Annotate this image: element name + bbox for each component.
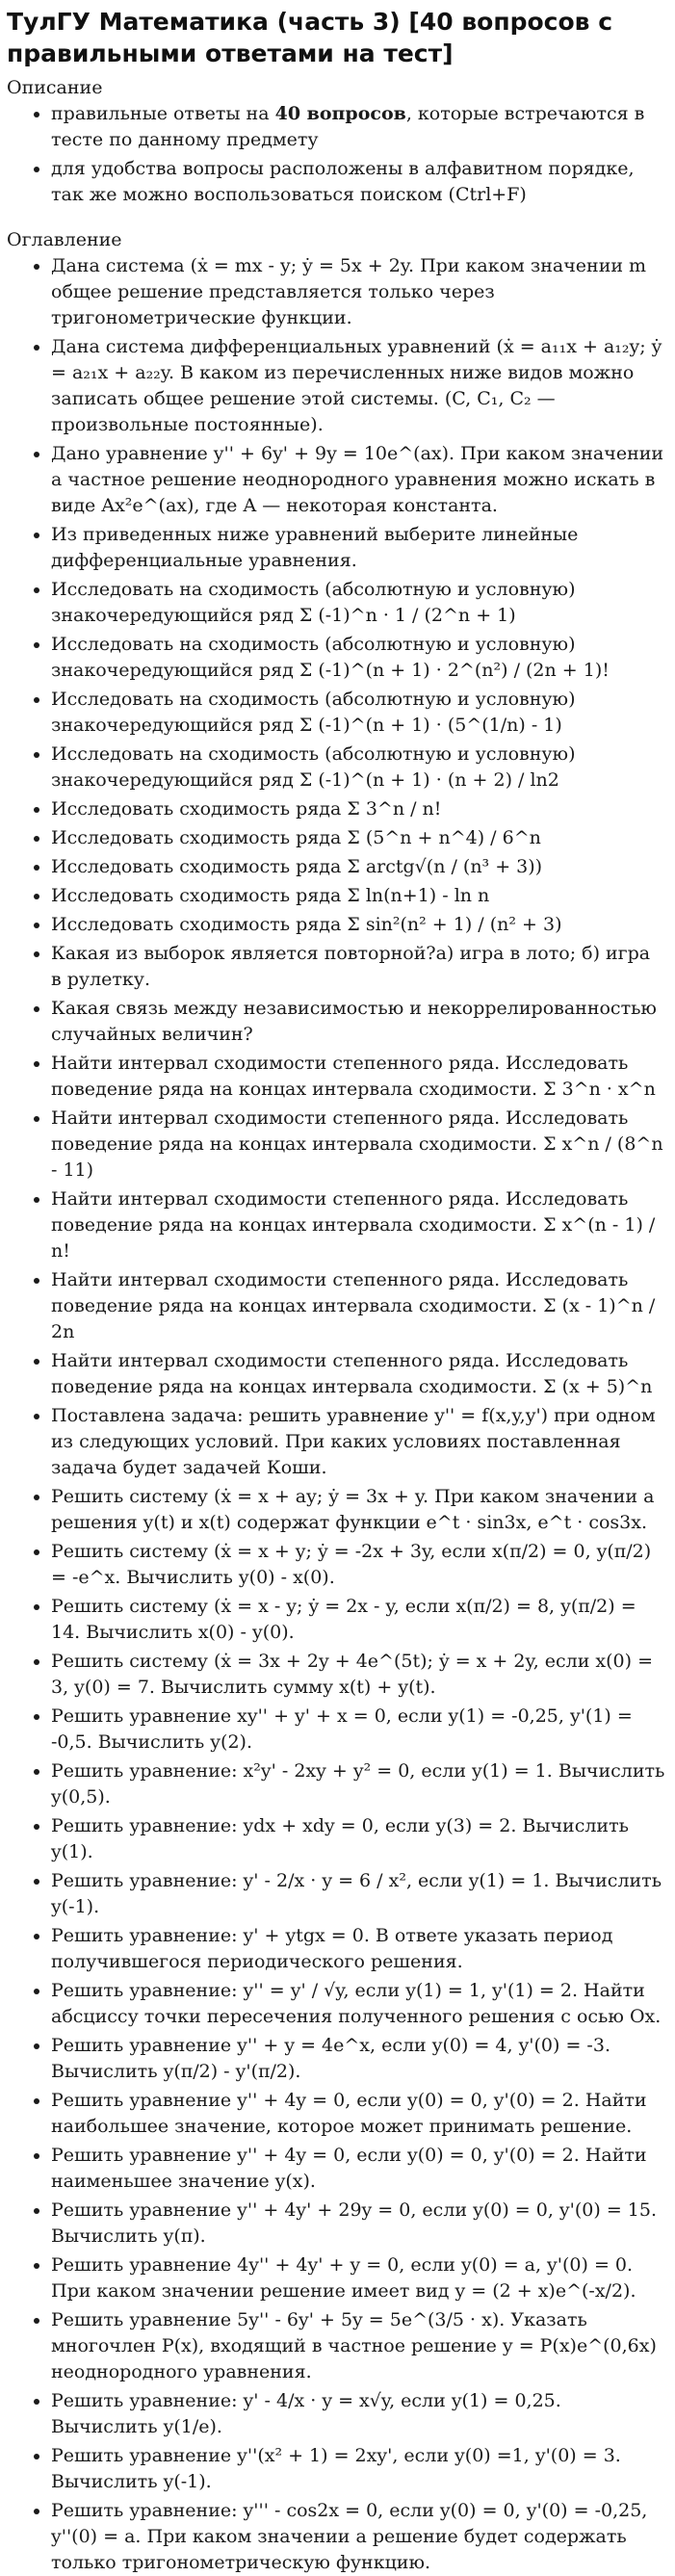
toc-link[interactable]: Дана система (ẋ = mx - y; ẏ = 5x + 2y. При каком значении m общее решение представляется только через тригонометрические функции. bbox=[51, 255, 647, 328]
toc-link[interactable]: Исследовать на сходимость (абсолютную и условную) знакочередующийся ряд Σ (-1)^(n + 1) · (n + 2) / ln2 bbox=[51, 743, 576, 791]
toc-item bbox=[51, 2198, 665, 2250]
toc-link[interactable]: Из приведенных ниже уравнений выберите линейные дифференциальные уравнения. bbox=[51, 524, 579, 571]
description-item-text: для удобства вопросы расположены в алфавитном порядке, так же можно воспользоваться поиском (Ctrl+F) bbox=[51, 158, 635, 205]
toc-item bbox=[51, 577, 665, 629]
toc-link[interactable]: Исследовать сходимость ряда Σ 3^n / n! bbox=[51, 798, 442, 820]
toc-link[interactable]: Исследовать сходимость ряда Σ arctg√(n / (n³ + 3)) bbox=[51, 856, 543, 877]
toc-item bbox=[51, 1403, 665, 1481]
toc-item bbox=[51, 912, 665, 938]
toc-link[interactable]: Решить уравнение: x²y' - 2xy + y² = 0, если y(1) = 1. Вычислить y(0,5). bbox=[51, 1760, 665, 1808]
description-label: Описание bbox=[7, 77, 103, 98]
toc-link[interactable]: Найти интервал сходимости степенного ряда. Исследовать поведение ряда на концах интервала сходимости. Σ x^n / (8^n - 11) bbox=[51, 1107, 663, 1181]
toc-link[interactable]: Решить систему (ẋ = x + ay; ẏ = 3x + y. При каком значении a решения y(t) и x(t) содержат функции e^t · sin3x, e^t · cos3x. bbox=[51, 1486, 655, 1533]
toc-link[interactable]: Решить уравнение: y''' - cos2x = 0, если y(0) = 0, y'(0) = -0,25, y''(0) = a. При каком значении a решение будет содержать только тригонометрическую функцию. bbox=[51, 2500, 648, 2573]
toc-link[interactable]: Исследовать на сходимость (абсолютную и условную) знакочередующийся ряд Σ (-1)^n · 1 / (2^n + 1) bbox=[51, 579, 576, 626]
toc-item bbox=[51, 2307, 665, 2385]
toc-item bbox=[51, 522, 665, 574]
toc-link[interactable]: Решить уравнение xy'' + y' + x = 0, если y(1) = -0,25, y'(1) = -0,5. Вычислить y(2). bbox=[51, 1705, 633, 1753]
toc-item bbox=[51, 1594, 665, 1646]
toc-item bbox=[51, 1186, 665, 1264]
toc-item bbox=[51, 796, 665, 822]
toc-item bbox=[51, 334, 665, 438]
toc-link[interactable]: Решить уравнение y'' + 4y = 0, если y(0) = 0, y'(0) = 2. Найти наименьшее значение y(x). bbox=[51, 2145, 647, 2192]
toc-link[interactable]: Решить уравнение: y' - 2/x · y = 6 / x², если y(1) = 1. Вычислить y(-1). bbox=[51, 1870, 662, 1917]
toc-item bbox=[51, 2443, 665, 2495]
toc-link[interactable]: Решить уравнение: y' + ytgx = 0. В ответе указать период получившегося периодического решения. bbox=[51, 1925, 613, 1972]
toc-item bbox=[51, 1868, 665, 1920]
toc-item bbox=[51, 1106, 665, 1184]
toc-link[interactable]: Решить уравнение: y' - 4/x · y = x√y, если y(1) = 0,25. Вычислить y(1/e). bbox=[51, 2390, 561, 2437]
toc-link[interactable]: Найти интервал сходимости степенного ряда. Исследовать поведение ряда на концах интервала сходимости. Σ x^(n - 1) / n! bbox=[51, 1188, 656, 1262]
toc-link[interactable]: Дана система дифференциальных уравнений (ẋ = a₁₁x + a₁₂y; ẏ = a₂₁x + a₂₂y. В каком из перечисленных ниже видов можно записать общее решение этой системы. (C, C₁, C₂ — произвольные постоянные). bbox=[51, 336, 662, 435]
toc-item bbox=[51, 2143, 665, 2195]
toc-link[interactable]: Найти интервал сходимости степенного ряда. Исследовать поведение ряда на концах интервала сходимости. Σ 3^n · x^n bbox=[51, 1053, 656, 1100]
toc-link[interactable]: Исследовать на сходимость (абсолютную и условную) знакочередующийся ряд Σ (-1)^(n + 1) · 2^(n²) / (2n + 1)! bbox=[51, 634, 610, 681]
toc-link[interactable]: Найти интервал сходимости степенного ряда. Исследовать поведение ряда на концах интервала сходимости. Σ (x - 1)^n / 2n bbox=[51, 1269, 656, 1342]
toc-link[interactable]: Решить уравнение y'' + 4y = 0, если y(0) = 0, y'(0) = 2. Найти наибольшее значение, которое может принимать решение. bbox=[51, 2090, 647, 2137]
toc-link[interactable]: Решить уравнение: ydx + xdy = 0, если y(3) = 2. Вычислить y(1). bbox=[51, 1815, 629, 1862]
toc-item bbox=[51, 1267, 665, 1345]
toc-item bbox=[51, 742, 665, 794]
toc-label: Оглавление bbox=[7, 229, 122, 250]
description-item-bold: 40 вопросов bbox=[274, 103, 406, 124]
description-item bbox=[51, 101, 665, 153]
toc-item bbox=[51, 1758, 665, 1810]
toc-link[interactable]: Решить уравнение: y'' = y' / √y, если y(1) = 1, y'(1) = 2. Найти абсциссу точки пересечения полученного решения с осью Ox. bbox=[51, 1980, 662, 2027]
toc-item bbox=[51, 1813, 665, 1865]
toc-link[interactable]: Решить систему (ẋ = 3x + 2y + 4e^(5t); ẏ = x + 2y, если x(0) = 3, y(0) = 7. Вычислить сумму x(t) + y(t). bbox=[51, 1651, 654, 1698]
toc-link[interactable]: Исследовать сходимость ряда Σ ln(n+1) - ln n bbox=[51, 885, 490, 906]
toc-item bbox=[51, 2388, 665, 2440]
toc-item bbox=[51, 2252, 665, 2304]
toc-item bbox=[51, 1923, 665, 1975]
toc-item bbox=[51, 441, 665, 519]
toc-link[interactable]: Дано уравнение y'' + 6y' + 9y = 10e^(ax). При каком значении a частное решение неоднородного уравнения можно искать в виде Ax²e^(ax), где A — некоторая константа. bbox=[51, 443, 664, 516]
toc-link[interactable]: Исследовать сходимость ряда Σ (5^n + n^4) / 6^n bbox=[51, 827, 541, 848]
toc-item bbox=[51, 2088, 665, 2140]
toc-item bbox=[51, 996, 665, 1048]
toc-link[interactable]: Решить уравнение y'' + y = 4e^x, если y(0) = 4, y'(0) = -3. Вычислить y(π/2) - y'(π/2). bbox=[51, 2035, 610, 2082]
description-item bbox=[51, 156, 665, 208]
description-item-text: , которые встречаются в тесте по данному предмету bbox=[51, 103, 645, 150]
toc-item bbox=[51, 1978, 665, 2030]
toc-item bbox=[51, 825, 665, 851]
toc-item bbox=[51, 854, 665, 880]
toc-item bbox=[51, 941, 665, 993]
description-list bbox=[7, 101, 665, 208]
toc-item bbox=[51, 1051, 665, 1103]
toc-link[interactable]: Поставлена задача: решить уравнение y'' = f(x,y,y') при одном из следующих условий. При каких условиях поставленная задача будет задачей Коши. bbox=[51, 1405, 656, 1478]
toc-link[interactable]: Решить уравнение y'' + 4y' + 29y = 0, если y(0) = 0, y'(0) = 15. Вычислить y(π). bbox=[51, 2199, 657, 2247]
description-item-text: правильные ответы на bbox=[51, 103, 275, 124]
toc-item bbox=[51, 1649, 665, 1701]
toc-item bbox=[51, 253, 665, 331]
toc-link[interactable]: Исследовать сходимость ряда Σ sin²(n² + 1) / (n² + 3) bbox=[51, 914, 562, 935]
toc-link[interactable]: Решить уравнение 4y'' + 4y' + y = 0, если y(0) = a, y'(0) = 0. При каком значении решение имеет вид y = (2 + x)e^(-x/2). bbox=[51, 2254, 636, 2302]
toc-item bbox=[51, 2033, 665, 2085]
toc-link[interactable]: Решить систему (ẋ = x + y; ẏ = -2x + 3y, если x(π/2) = 0, y(π/2) = -e^x. Вычислить y(0) - x(0). bbox=[51, 1541, 652, 1588]
toc-item bbox=[51, 1348, 665, 1400]
toc-item bbox=[51, 1484, 665, 1536]
toc-link[interactable]: Какая из выборок является повторной?а) игра в лото; б) игра в рулетку. bbox=[51, 943, 651, 990]
toc-item bbox=[51, 1539, 665, 1591]
toc-link[interactable]: Решить уравнение y''(x² + 1) = 2xy', если y(0) =1, y'(0) = 3. Вычислить y(-1). bbox=[51, 2445, 621, 2492]
toc-link[interactable]: Решить систему (ẋ = x - y; ẏ = 2x - y, если x(π/2) = 8, y(π/2) = 14. Вычислить x(0) - y(0). bbox=[51, 1596, 636, 1643]
toc-item bbox=[51, 2498, 665, 2576]
toc-link[interactable]: Исследовать на сходимость (абсолютную и условную) знакочередующийся ряд Σ (-1)^(n + 1) · (5^(1/n) - 1) bbox=[51, 689, 576, 736]
toc-link[interactable]: Решить уравнение 5y'' - 6y' + 5y = 5e^(3/5 · x). Указать многочлен P(x), входящий в частное решение y = P(x)e^(0,6x) неоднородного уравнения. bbox=[51, 2309, 657, 2382]
toc-item bbox=[51, 687, 665, 739]
toc-item bbox=[51, 883, 665, 909]
toc-item bbox=[51, 632, 665, 684]
toc-list bbox=[7, 253, 665, 2576]
toc-link[interactable]: Какая связь между независимостью и некоррелированностью случайных величин? bbox=[51, 998, 657, 1045]
toc-item bbox=[51, 1704, 665, 1756]
page-title: ТулГУ Математика (часть 3) [40 вопросов с правильными ответами на тест] bbox=[7, 8, 613, 67]
toc-link[interactable]: Найти интервал сходимости степенного ряда. Исследовать поведение ряда на концах интервала сходимости. Σ (x + 5)^n bbox=[51, 1350, 653, 1397]
